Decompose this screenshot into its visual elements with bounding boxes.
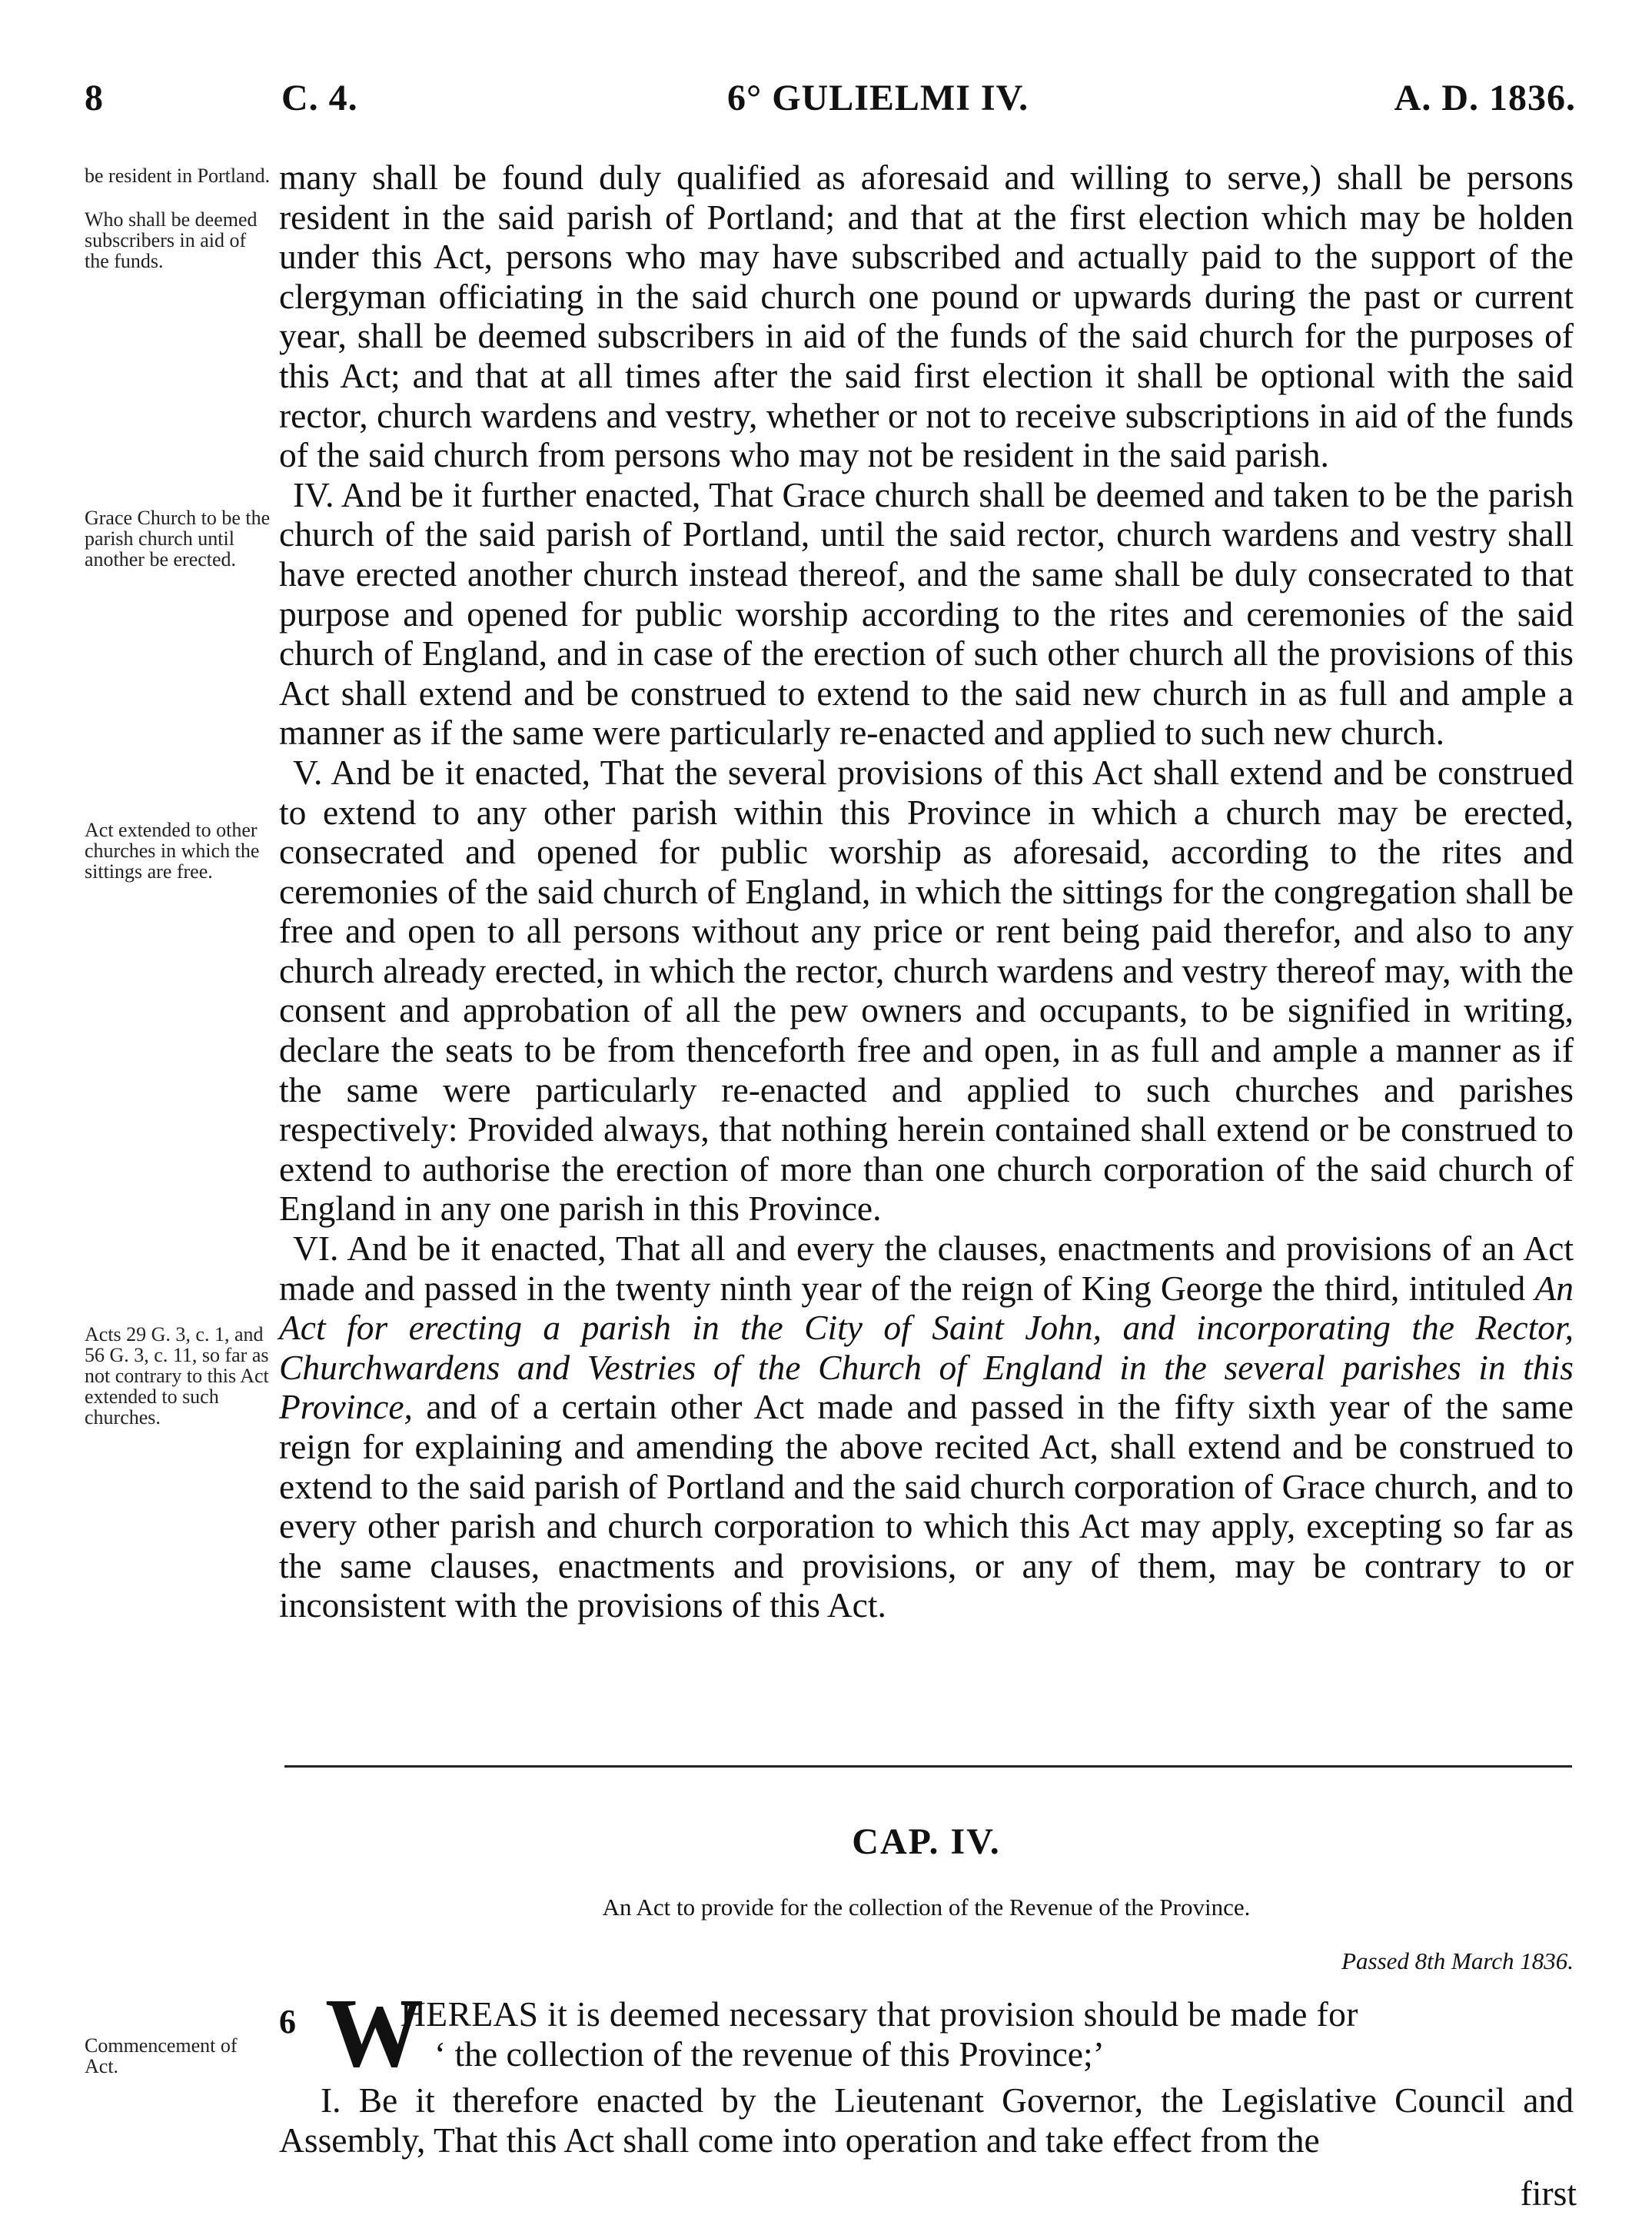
section-i xyxy=(279,2080,1574,2160)
act-description: An Act to provide for the collection of the Revenue of the Province. xyxy=(602,1894,1251,1921)
section-vi-remainder: and of a certain other Act made and passed in the fifty sixth year of the same reign for explaining and amending the above recited Act, shall extend and be construed to extend to the said parish of Portland and the said church corporation of Grace church, and to every other parish and church corporation to which this Act may apply, excepting so far as the same clauses, enactments and provisions, or any of them, may be contrary to or inconsistent with the provisions of this Act. xyxy=(279,1387,1574,1625)
preamble-line-1: HEREAS it is deemed necessary that provision should be made for xyxy=(401,1994,1358,2034)
preamble-line-2: ‘ the collection of the revenue of this Province;’ xyxy=(434,2034,1105,2074)
section-divider xyxy=(284,1765,1572,1768)
main-text xyxy=(279,158,1574,1625)
sidenote-resident: be resident in Portland. xyxy=(85,165,271,187)
section-i-text: I. Be it therefore enacted by the Lieutenant Governor, the Legislative Council and Assembly, That this Act shall come into operation and take effect from the xyxy=(279,2080,1574,2160)
calendar-year: A. D. 1836. xyxy=(1394,78,1576,118)
preamble xyxy=(279,1978,1574,2087)
drop-cap-letter: W xyxy=(325,1978,424,2087)
section-iv: IV. And be it further enacted, That Grace church shall be deemed and taken to be the parish church of the said parish of Portland, until the said rector, church wardens and vestry shall have erected another church instead thereof, and the same shall be duly consecrated to that purpose and opened for public worship according to the rites and ceremonies of the said church of England, and in case of the erection of such other church all the provisions of this Act shall extend and be construed to extend to the said new church in as full and ample a manner as if the same were particularly re-enacted and applied to such new church. xyxy=(279,474,1574,753)
regnal-year: 6° GULIELMI IV. xyxy=(727,78,1029,118)
running-header xyxy=(85,77,1576,131)
chapter-title: CAP. IV. xyxy=(852,1821,1001,1862)
page-number: 8 xyxy=(85,78,104,118)
folio-number: 6 xyxy=(279,2003,296,2040)
paragraph-continued: many shall be found duly qualified as aforesaid and willing to serve,) shall be persons resident in the said parish of Portland; and that at the first election which may be holden under this Act, persons who may have subscribed and actually paid to the support of the clergyman officiating in the said church one pound or upwards during the past or current year, shall be deemed subscribers in aid of the funds of the said church for the purposes of this Act; and that at all times after the said first election it shall be optional with the said rector, church wardens and vestry, whether or not to receive subscriptions in aid of the funds of the said church from persons who may not be resident in the said parish. xyxy=(279,158,1574,475)
sidenote-subscribers: Who shall be deemed subscribers in aid of the funds. xyxy=(85,208,258,272)
sidenote-acts-29-56: Acts 29 G. 3, c. 1, and 56 G. 3, c. 11, so far as not contrary to this Act extended to such churches. xyxy=(85,1323,269,1428)
section-vi xyxy=(279,1229,1574,1625)
sidenote-commencement: Commencement of Act. xyxy=(85,2034,238,2077)
catchword: first xyxy=(1520,2173,1577,2213)
chapter-number: C. 4. xyxy=(281,78,358,118)
section-vi-opening: VI. And be it enacted, That all and every the clauses, enactments and provisions of an Act made and passed in the twenty ninth year of the reign of King George the third, intituled xyxy=(279,1229,1574,1308)
sidenote-grace-church: Grace Church to be the parish church until another be erected. xyxy=(85,507,271,570)
sidenote-act-extended: Act extended to other churches in which the sittings are free. xyxy=(85,819,260,883)
cited-act-title: An Act for erecting a parish in the City of Saint John, and incorporating the Rector, Churchwardens and Vestries of the Church of England in the several parishes in this Province, xyxy=(279,1268,1574,1427)
passed-date: Passed 8th March 1836. xyxy=(1341,1947,1574,1974)
section-v: V. And be it enacted, That the several provisions of this Act shall extend and be construed to extend to any other parish within this Province in which a church may be erected, consecrated and opened for public worship as aforesaid, according to the rites and ceremonies of the said church of England, in which the sittings for the congregation shall be free and open to all persons without any price or rent being paid therefor, and also to any church already erected, in which the rector, church wardens and vestry thereof may, with the consent and approbation of all the pew owners and occupants, to be signified in writing, declare the seats to be from thenceforth free and open, in as full and ample a manner as if the same were particularly re-enacted and applied to such churches and parishes respectively: Provided always, that nothing herein contained shall extend or be construed to extend to authorise the erection of more than one church corporation of the said church of England in any one parish in this Province. xyxy=(279,752,1574,1229)
